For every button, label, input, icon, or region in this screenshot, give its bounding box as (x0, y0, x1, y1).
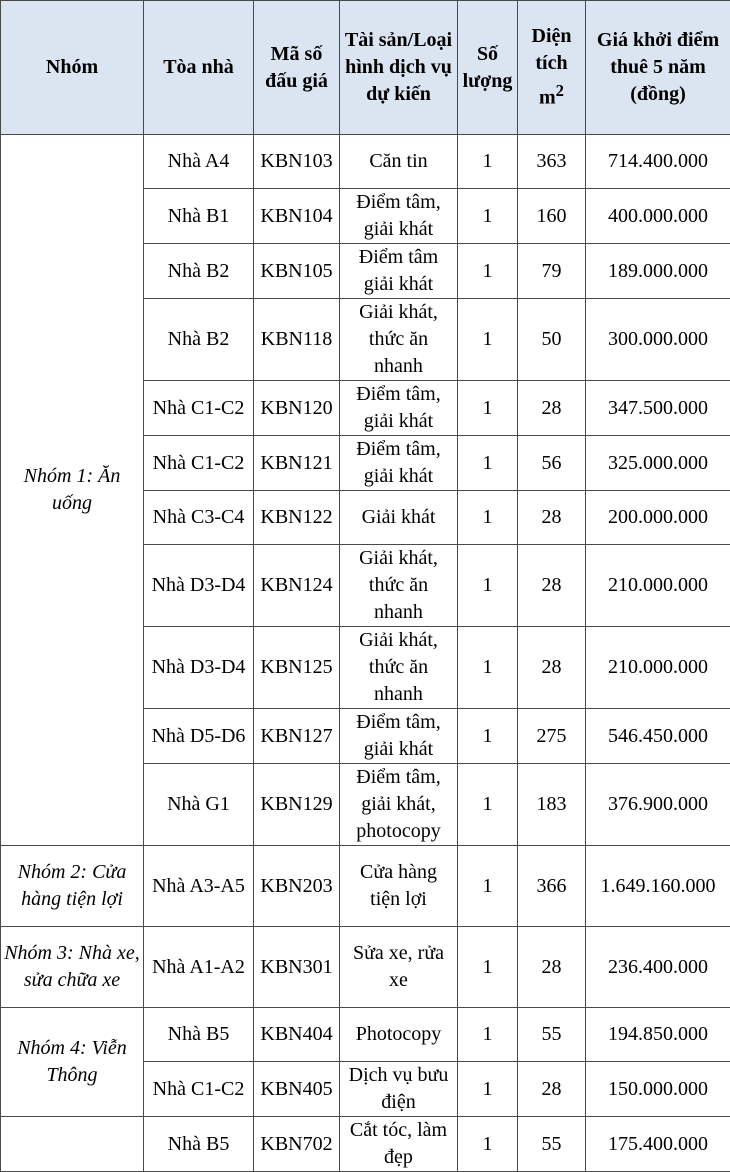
group-cell: Nhóm 4: Viễn Thông (1, 1008, 144, 1117)
service-cell: Điểm tâm, giải khát (340, 436, 458, 491)
group-cell: Nhóm 1: Ăn uống (1, 135, 144, 846)
area-cell: 183 (518, 764, 586, 846)
code-cell: KBN120 (254, 381, 340, 436)
service-cell: Điểm tâm giải khát (340, 244, 458, 299)
header-service: Tài sản/Loại hình dịch vụ dự kiến (340, 1, 458, 135)
area-cell: 28 (518, 1062, 586, 1117)
building-cell: Nhà G1 (144, 764, 254, 846)
building-cell: Nhà A1-A2 (144, 927, 254, 1008)
service-cell: Sửa xe, rửa xe (340, 927, 458, 1008)
group-cell: Nhóm 3: Nhà xe, sửa chữa xe (1, 927, 144, 1008)
price-cell: 546.450.000 (586, 709, 730, 764)
service-cell: Cắt tóc, làm đẹp (340, 1117, 458, 1172)
area-cell: 366 (518, 846, 586, 927)
quantity-cell: 1 (458, 764, 518, 846)
area-cell: 28 (518, 381, 586, 436)
building-cell: Nhà C1-C2 (144, 381, 254, 436)
area-cell: 28 (518, 491, 586, 545)
code-cell: KBN121 (254, 436, 340, 491)
service-cell: Điểm tâm, giải khát (340, 189, 458, 244)
header-area-label: Diện tích m (532, 25, 572, 109)
code-cell: KBN404 (254, 1008, 340, 1062)
header-price: Giá khởi điểm thuê 5 năm (đồng) (586, 1, 730, 135)
price-cell: 325.000.000 (586, 436, 730, 491)
code-cell: KBN702 (254, 1117, 340, 1172)
building-cell: Nhà C1-C2 (144, 436, 254, 491)
area-cell: 55 (518, 1008, 586, 1062)
building-cell: Nhà B2 (144, 299, 254, 381)
quantity-cell: 1 (458, 436, 518, 491)
code-cell: KBN127 (254, 709, 340, 764)
service-cell: Giải khát, thức ăn nhanh (340, 627, 458, 709)
code-cell: KBN124 (254, 545, 340, 627)
area-cell: 363 (518, 135, 586, 189)
building-cell: Nhà A4 (144, 135, 254, 189)
code-cell: KBN122 (254, 491, 340, 545)
header-building: Tòa nhà (144, 1, 254, 135)
quantity-cell: 1 (458, 1062, 518, 1117)
building-cell: Nhà D3-D4 (144, 627, 254, 709)
service-cell: Dịch vụ bưu điện (340, 1062, 458, 1117)
building-cell: Nhà B5 (144, 1008, 254, 1062)
quantity-cell: 1 (458, 846, 518, 927)
building-cell: Nhà B2 (144, 244, 254, 299)
building-cell: Nhà C3-C4 (144, 491, 254, 545)
price-cell: 194.850.000 (586, 1008, 730, 1062)
code-cell: KBN405 (254, 1062, 340, 1117)
code-cell: KBN125 (254, 627, 340, 709)
header-code: Mã số đấu giá (254, 1, 340, 135)
area-cell: 50 (518, 299, 586, 381)
building-cell: Nhà D5-D6 (144, 709, 254, 764)
price-cell: 376.900.000 (586, 764, 730, 846)
area-cell: 28 (518, 927, 586, 1008)
code-cell: KBN301 (254, 927, 340, 1008)
code-cell: KBN118 (254, 299, 340, 381)
service-cell: Điểm tâm, giải khát (340, 381, 458, 436)
table-row (1, 1117, 730, 1172)
quantity-cell: 1 (458, 1008, 518, 1062)
price-cell: 300.000.000 (586, 299, 730, 381)
table-row (1, 927, 730, 1008)
service-cell: Giải khát (340, 491, 458, 545)
table-row (1, 1008, 730, 1062)
area-cell: 160 (518, 189, 586, 244)
group-cell (1, 1117, 144, 1172)
code-cell: KBN104 (254, 189, 340, 244)
quantity-cell: 1 (458, 189, 518, 244)
area-cell: 28 (518, 545, 586, 627)
header-group: Nhóm (1, 1, 144, 135)
building-cell: Nhà B1 (144, 189, 254, 244)
price-cell: 210.000.000 (586, 545, 730, 627)
service-cell: Cửa hàng tiện lợi (340, 846, 458, 927)
price-cell: 347.500.000 (586, 381, 730, 436)
price-cell: 150.000.000 (586, 1062, 730, 1117)
building-cell: Nhà C1-C2 (144, 1062, 254, 1117)
code-cell: KBN129 (254, 764, 340, 846)
header-row (1, 1, 730, 135)
price-cell: 200.000.000 (586, 491, 730, 545)
building-cell: Nhà D3-D4 (144, 545, 254, 627)
price-cell: 189.000.000 (586, 244, 730, 299)
group-cell: Nhóm 2: Cửa hàng tiện lợi (1, 846, 144, 927)
service-cell: Photocopy (340, 1008, 458, 1062)
code-cell: KBN103 (254, 135, 340, 189)
price-cell: 1.649.160.000 (586, 846, 730, 927)
price-cell: 400.000.000 (586, 189, 730, 244)
code-cell: KBN105 (254, 244, 340, 299)
service-cell: Căn tin (340, 135, 458, 189)
service-cell: Giải khát, thức ăn nhanh (340, 299, 458, 381)
area-cell: 275 (518, 709, 586, 764)
quantity-cell: 1 (458, 927, 518, 1008)
quantity-cell: 1 (458, 627, 518, 709)
code-cell: KBN203 (254, 846, 340, 927)
service-cell: Điểm tâm, giải khát (340, 709, 458, 764)
quantity-cell: 1 (458, 381, 518, 436)
area-cell: 79 (518, 244, 586, 299)
header-area (518, 1, 586, 135)
area-cell: 56 (518, 436, 586, 491)
price-cell: 236.400.000 (586, 927, 730, 1008)
quantity-cell: 1 (458, 299, 518, 381)
price-cell: 714.400.000 (586, 135, 730, 189)
area-cell: 28 (518, 627, 586, 709)
header-quantity: Số lượng (458, 1, 518, 135)
quantity-cell: 1 (458, 135, 518, 189)
quantity-cell: 1 (458, 491, 518, 545)
table-row (1, 135, 730, 189)
service-cell: Điểm tâm, giải khát, photocopy (340, 764, 458, 846)
price-cell: 210.000.000 (586, 627, 730, 709)
building-cell: Nhà B5 (144, 1117, 254, 1172)
service-cell: Giải khát, thức ăn nhanh (340, 545, 458, 627)
area-cell: 55 (518, 1117, 586, 1172)
quantity-cell: 1 (458, 244, 518, 299)
table-row (1, 846, 730, 927)
quantity-cell: 1 (458, 545, 518, 627)
building-cell: Nhà A3-A5 (144, 846, 254, 927)
header-area-sup: 2 (556, 81, 564, 100)
price-cell: 175.400.000 (586, 1117, 730, 1172)
quantity-cell: 1 (458, 1117, 518, 1172)
quantity-cell: 1 (458, 709, 518, 764)
